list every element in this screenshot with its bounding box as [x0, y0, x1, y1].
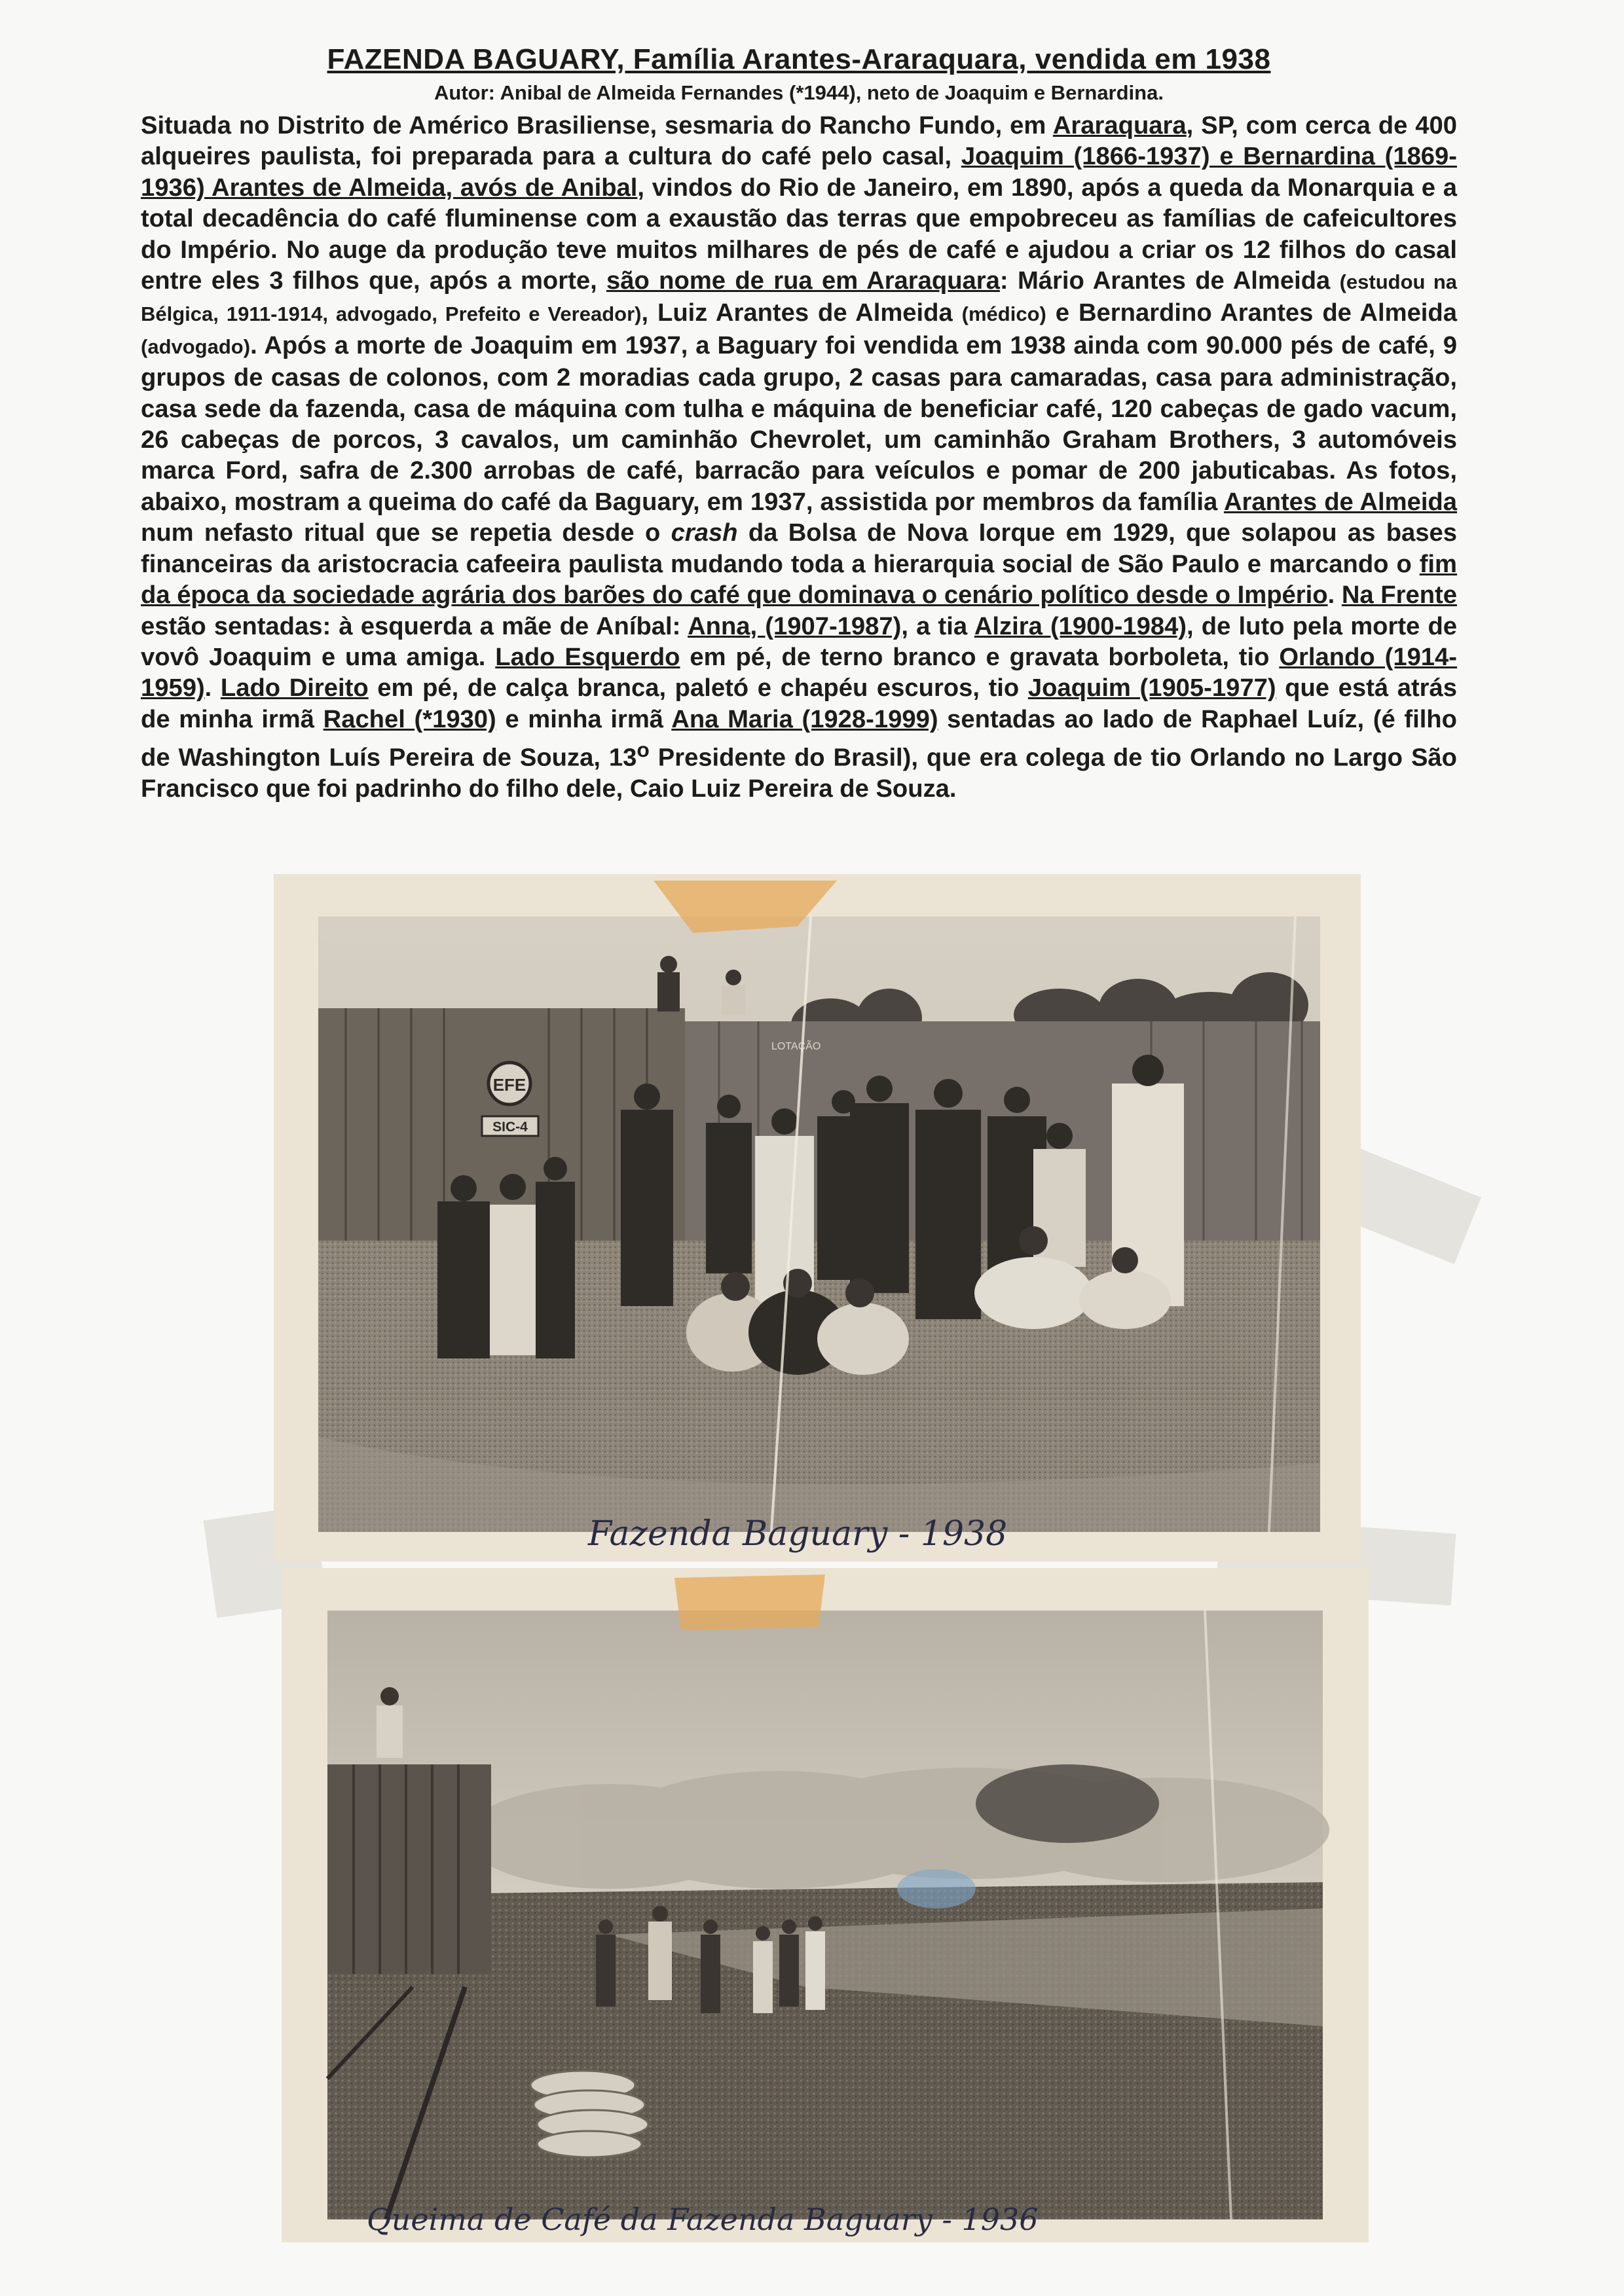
- photo-drawing: [282, 1568, 1369, 2242]
- text-run-underlined: Ana Maria (1928-1999): [671, 704, 938, 733]
- text-run: Presidente do Brasil), que era colega de tio Orlando no Largo São Francisco que foi padrinho do filho dele, Caio Luiz Pereira de Souza.: [141, 743, 1457, 803]
- wagon-code-text: SIC-4: [492, 1120, 528, 1135]
- text-run-underlined: fim da época da sociedade agrária dos barões do café que dominava o cenário político desde o Império: [141, 549, 1457, 610]
- text-run-underlined: Joaquim (1866-1937) e Bernardina (1869-1936) Arantes de Almeida, avós de Anibal: [141, 142, 1457, 202]
- text-run: da Bolsa de Nova Iorque em 1929, que solapou as bases financeiras da aristocracia cafeeira paulista mudando toda a hierarquia social de São Paulo e marcando o: [141, 519, 1458, 578]
- text-run-underlined: Arantes de Almeida: [1223, 487, 1457, 516]
- page-title: FAZENDA BAGUARY, Família Arantes-Araraquara, vendida em 1938: [327, 43, 1271, 75]
- text-run-italic: crash: [671, 519, 738, 547]
- text-run-underlined: Orlando (1914-1959): [141, 642, 1458, 702]
- text-run: , vindos do Rio de Janeiro, em 1890, após a queda da Monarquia e a total decadência do café fluminense com a exaustão das terras que empobreceu as famílias de cafeicultores do Império. No auge da produção teve muitos milhares de pés de café e ajudou a criar os 12 filhos do casal entre eles 3 filhos que, após a morte,: [141, 173, 1457, 295]
- text-run: estão sentadas: à esquerda a mãe de Aníbal:: [141, 611, 688, 640]
- photo-caption-bottom: Queima de Café da Fazenda Baguary - 1936: [367, 2202, 1039, 2237]
- text-run: , de luto pela morte de vovô Joaquim e uma amiga.: [141, 611, 1458, 671]
- photo-coffee-burning: [282, 1568, 1369, 2242]
- photo-family-coffee-burning: [274, 874, 1361, 1561]
- text-run: que está atrás de minha irmã: [141, 674, 1457, 733]
- photo-caption-top: Fazenda Baguary - 1938: [588, 1514, 1008, 1554]
- text-run: .: [204, 674, 221, 702]
- text-run: e Bernardino Arantes de Almeida: [1046, 299, 1457, 327]
- photo-drawing: [274, 874, 1361, 1561]
- text-run-small: (advogado): [141, 335, 251, 358]
- smoke-cloud: [465, 1768, 1329, 1889]
- text-run: em pé, de terno branco e gravata borboleta, tio: [680, 642, 1280, 671]
- text-run-small: (estudou na Bélgica, 1911-1914, advogado, Prefeito e Vereador): [141, 270, 1457, 326]
- text-run: Situada no Distrito de Américo Brasiliense, sesmaria do Rancho Fundo, em: [141, 111, 1053, 139]
- text-run: num nefasto ritual que se repetia desde o: [141, 519, 671, 547]
- wagon-logo-text: EFE: [492, 1075, 526, 1095]
- text-run: : Mário Arantes de Almeida: [999, 266, 1340, 295]
- tape-stain: [674, 1575, 825, 1630]
- text-run-small: (médico): [961, 302, 1046, 326]
- text-run-underlined: são nome de rua em Araraquara: [606, 266, 1000, 295]
- text-run-underlined: Anna, (1907-1987): [688, 611, 902, 640]
- body-paragraph: [141, 110, 1457, 863]
- text-run-underlined: Araraquara: [1052, 111, 1187, 139]
- blue-stain: [897, 1869, 976, 1908]
- wagon-sign-text: LOTAÇÃO: [771, 1041, 821, 1052]
- coffee-sacks: [530, 2071, 648, 2157]
- text-run: , SP, com cerca de 400 alqueires paulista, foi preparada para a cultura do café pelo casal,: [141, 111, 1457, 171]
- text-run-underlined: Na Frente: [1341, 581, 1457, 610]
- text-run-underlined: Lado Direito: [220, 674, 369, 702]
- text-run: . Após a morte de Joaquim em 1937, a Baguary foi vendida em 1938 ainda com 90.000 pés de café, 9 grupos de casas de colonos, com 2 moradias cada grupo, 2 casas para camaradas, casa para administração, casa sede da fazenda, casa de máquina com tulha e máquina de beneficiar café, 120 cabeças de gado vacum, 26 cabeças de porcos, 3 cavalos, um caminhão Chevrolet, um caminhão Graham Brothers, 3 automóveis marca Ford, safra de 2.300 arrobas de café, barracão para veículos e pomar de 200 jabuticabas. As fotos, abaixo, mostram a queima do café da Baguary, em 1937, assistida por membros da família: [141, 331, 1457, 516]
- text-run: sentadas ao lado de Raphael Luíz, (é filho de Washington Luís Pereira de Souza, 13: [141, 704, 1457, 772]
- text-run-underlined: Lado Esquerdo: [495, 642, 680, 671]
- text-run-underlined: Rachel (*1930): [323, 704, 496, 733]
- superscript: o: [637, 738, 650, 762]
- text-run-underlined: Joaquim (1905-1977): [1027, 674, 1276, 702]
- text-run: e minha irmã: [496, 704, 672, 733]
- text-run: .: [1327, 581, 1342, 610]
- text-run-underlined: Alzira (1900-1984): [974, 611, 1187, 640]
- author-line: Autor: Anibal de Almeida Fernandes (*1944), neto de Joaquim e Bernardina.: [434, 81, 1164, 104]
- text-run: , Luiz Arantes de Almeida: [641, 299, 962, 327]
- text-run: , a tia: [901, 611, 974, 640]
- text-run: em pé, de calça branca, paletó e chapéu escuros, tio: [368, 674, 1028, 702]
